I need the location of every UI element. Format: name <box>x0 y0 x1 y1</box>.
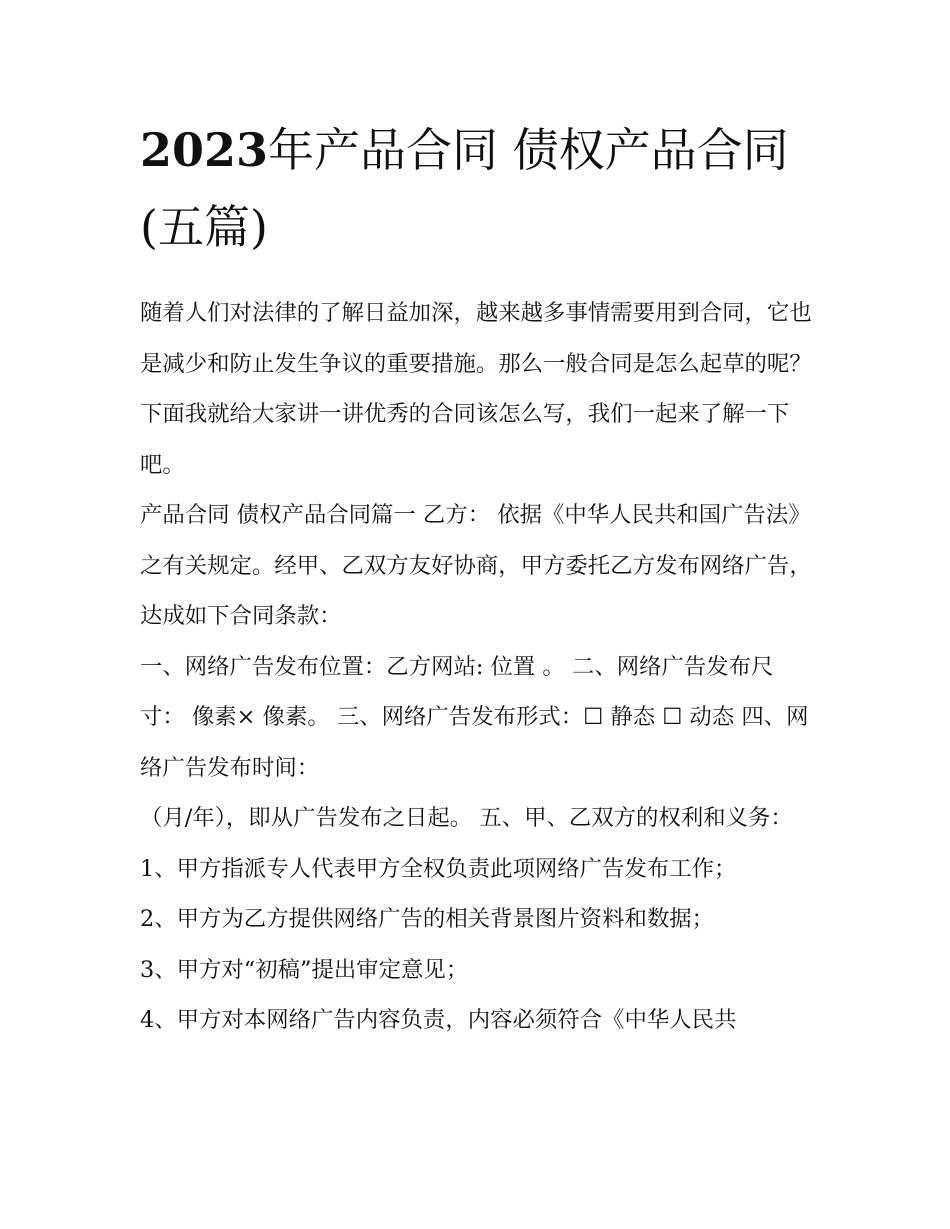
paragraph-clause-3: 3、甲方对“初稿”提出审定意见； <box>140 956 469 983</box>
document-title <box>140 112 812 266</box>
paragraph-clause-2: 2、甲方为乙方提供网络广告的相关背景图片资料和数据； <box>140 906 715 932</box>
paragraph-clause-4: 4、甲方对本网络广告内容负责，内容必须符合《中华人民共 <box>140 1007 737 1033</box>
title-year: 2023 <box>140 123 269 177</box>
title-text: 年产品合同 债权产品合同(五篇) <box>140 123 789 254</box>
paragraph-intro: 随着人们对法律的了解日益加深，越来越多事情需要用到合同，它也是减少和防止发生争议的重要措施。那么一般合同是怎么起草的呢？下面我就给大家讲一讲优秀的合同该怎么写，我们一起来了解一下吧。 <box>140 300 812 478</box>
document-body <box>140 112 812 1046</box>
paragraph-contract-one: 产品合同 债权产品合同篇一 乙方： 依据《中华人民共和国广告法》之有关规定。经甲、乙双方友好协商，甲方委托乙方发布网络广告，达成如下合同条款： <box>140 502 812 629</box>
paragraph-ad-terms: 一、网络广告发布位置：乙方网站: 位置 。 二、网络广告发布尺寸： 像素× 像素。 三、网络广告发布形式：☐ 静态 ☐ 动态 四、网络广告发布时间： <box>140 653 809 781</box>
paragraph-rights-duties: （月/年），即从广告发布之日起。 五、甲、乙双方的权利和义务： 1、甲方指派专人代表甲方全权负责此项网络广告发布工作； <box>140 805 793 882</box>
